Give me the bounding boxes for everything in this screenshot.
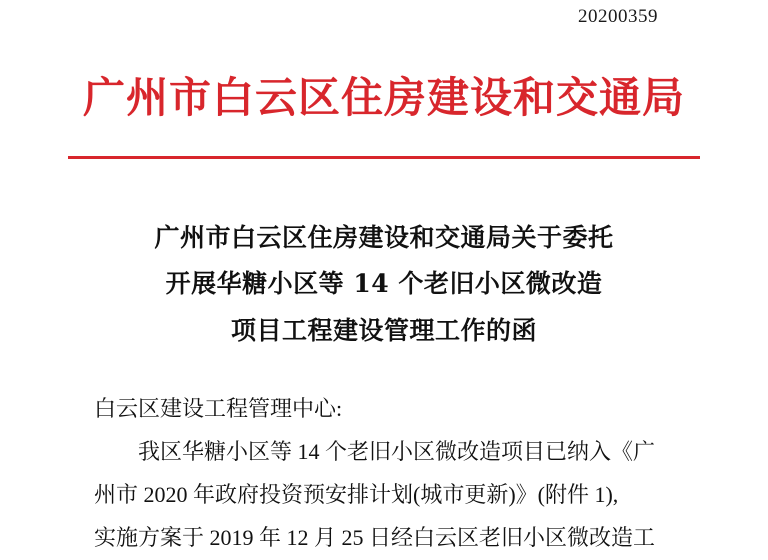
- document-title-line-3: 项目工程建设管理工作的函: [230, 315, 537, 345]
- document-title: [96, 215, 672, 354]
- body-paragraph-1-line-2: 州市 2020 年政府投资预安排计划(城市更新)》(附件 1),: [94, 481, 619, 507]
- document-title-line-1: 广州市白云区住房建设和交通局关于委托: [154, 223, 614, 252]
- letterhead-divider: [68, 156, 700, 159]
- letterhead-organization: 广州市白云区住房建设和交通局: [82, 73, 685, 122]
- letterhead: [0, 72, 768, 125]
- body-recipient: 白云区建设工程管理中心:: [94, 396, 343, 421]
- body-paragraph-1-line-1: 我区华糖小区等 14 个老旧小区微改造项目已纳入《广: [138, 438, 656, 464]
- body-paragraph-1-line-3: 实施方案于 2019 年 12 月 25 日经白云区老旧小区微改造工: [94, 524, 656, 550]
- document-number: 20200359: [578, 6, 658, 27]
- document-title-line-2: 开展华糖小区等 14 个老旧小区微改造: [165, 269, 603, 299]
- document-body: [94, 388, 684, 560]
